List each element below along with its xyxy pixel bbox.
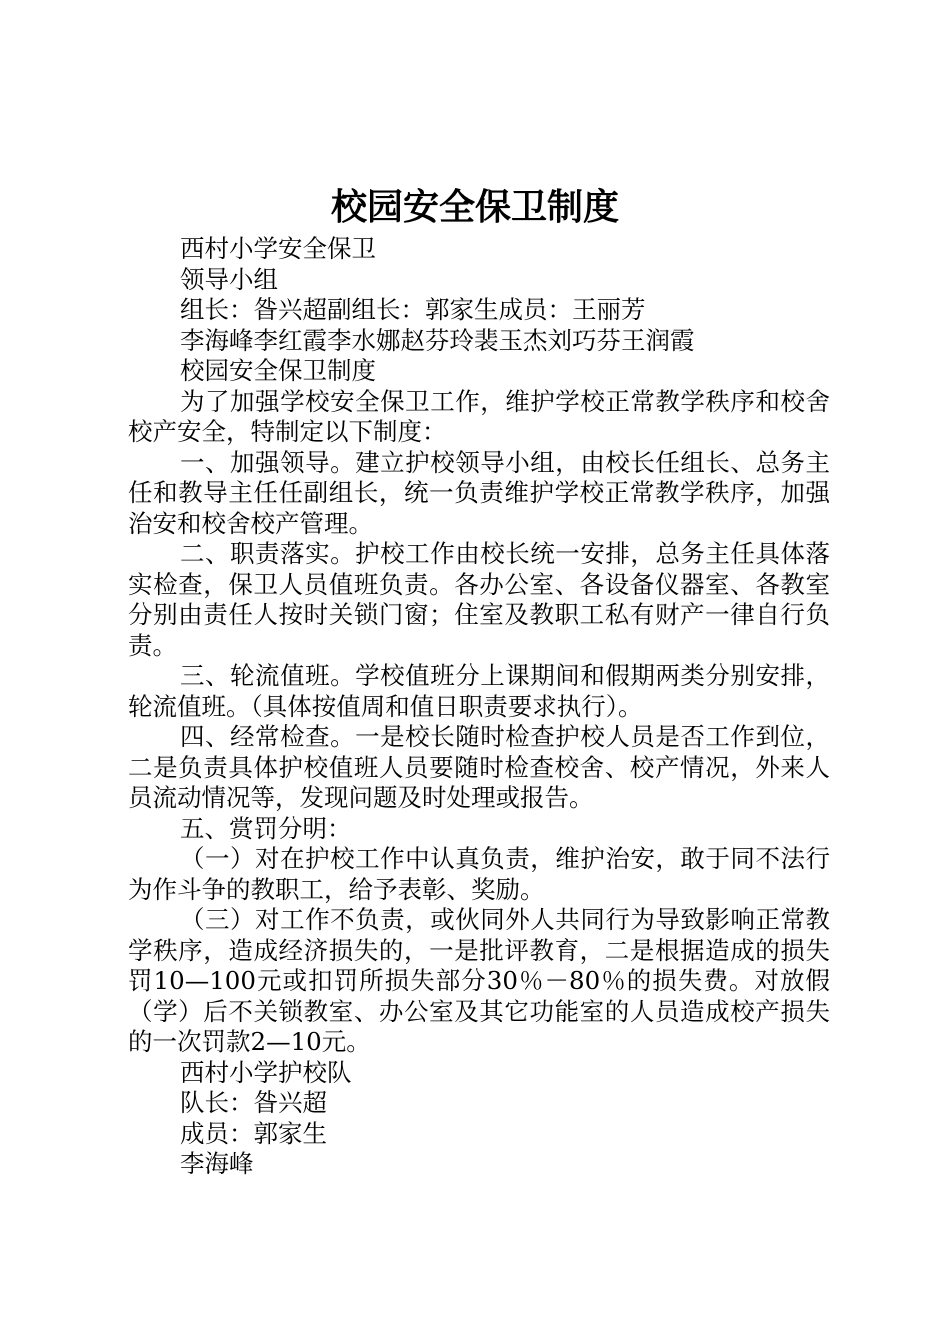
document-body: [128, 234, 830, 1180]
paragraph-team-member-2: 李海峰: [180, 1149, 254, 1178]
paragraph-section-4: 四、经常检查。一是校长随时检查护校人员是否工作到位，二是负责具体护校值班人员要随时检查校舍、校产情况，外来人员流动情况等，发现问题及时处理或报告。: [128, 722, 830, 812]
paragraph-section-1: 一、加强领导。建立护校领导小组，由校长任组长、总务主任和教导主任任副组长，统一负责维护学校正常教学秩序，加强治安和校舍校产管理。: [128, 447, 830, 538]
paragraph-patrol-team: 西村小学护校队: [180, 1057, 352, 1087]
document-title: 校园安全保卫制度: [330, 186, 619, 228]
paragraph-school-security: 西村小学安全保卫: [180, 234, 376, 263]
paragraph-reward-clause: （一）对在护校工作中认真负责，维护治安，敢于同不法行为作斗争的教职工，给予表彰、奖励。: [128, 844, 830, 904]
paragraph-team-captain: 队长：昝兴超: [180, 1088, 327, 1117]
paragraph-section-3: 三、轮流值班。学校值班分上课期间和假期两类分别安排，轮流值班。（具体按值周和值日职责要求执行）。: [128, 661, 830, 721]
paragraph-group-leaders: 组长：昝兴超副组长：郭家生成员：王丽芳: [180, 295, 646, 324]
paragraph-team-member-1: 成员：郭家生: [180, 1118, 327, 1148]
paragraph-section-5: 五、赏罚分明：: [180, 813, 352, 843]
paragraph-leadership-group: 领导小组: [180, 264, 278, 294]
paragraph-regulation-heading: 校园安全保卫制度: [180, 356, 376, 385]
paragraph-section-2: 二、职责落实。护校工作由校长统一安排，总务主任具体落实检查，保卫人员值班负责。各办公室、各设备仪器室、各教室分别由责任人按时关锁门窗；住室及教职工私有财产一律自行负责。: [128, 539, 830, 660]
paragraph-penalty-clause: （三）对工作不负责，或伙同外人共同行为导致影响正常教学秩序，造成经济损失的，一是批评教育，二是根据造成的损失罚10—100元或扣罚所损失部分30％－80％的损失费。对放假（学）后不关锁教室、办公室及其它功能室的人员造成校产损失的一次罚款2—10元。: [128, 905, 830, 1056]
paragraph-intro: 为了加强学校安全保卫工作，维护学校正常教学秩序和校舍校产安全，特制定以下制度：: [128, 386, 830, 446]
paragraph-group-members: 李海峰李红霞李水娜赵芬玲裴玉杰刘巧芬王润霞: [180, 325, 695, 355]
